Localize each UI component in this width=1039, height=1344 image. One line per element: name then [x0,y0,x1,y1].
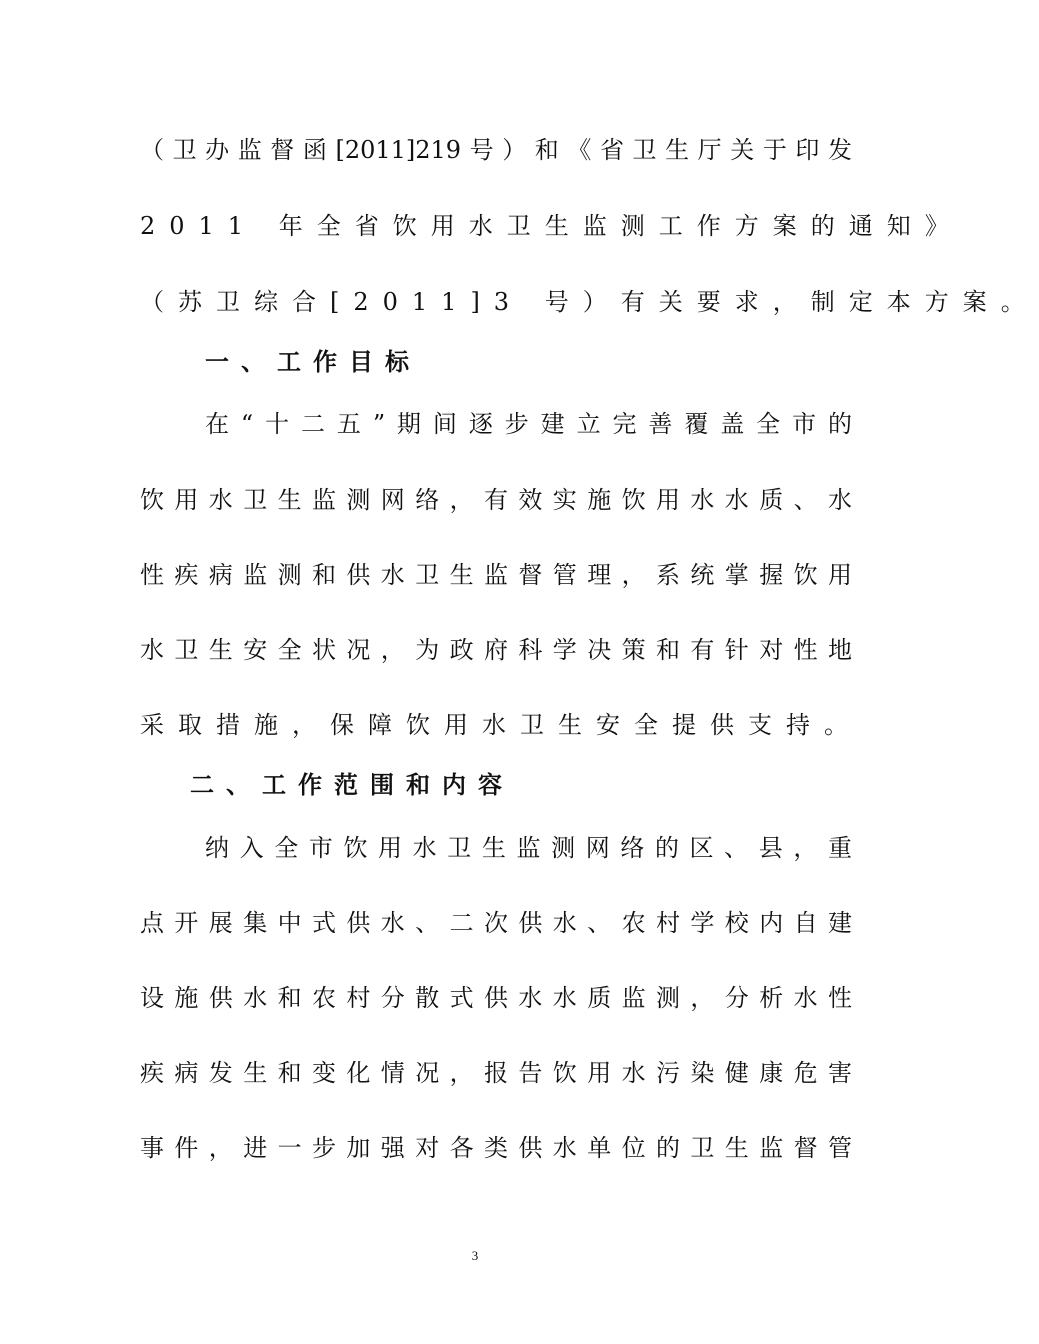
paragraph-line-5: 在“十二五”期间逐步建立完善覆盖全市的 [205,410,852,438]
page-number: 3 [471,1248,479,1263]
section-heading-2: 二、工作范围和内容 [190,771,514,799]
paragraph-line-8: 水卫生安全状况，为政府科学决策和有针对性地 [140,636,852,664]
paragraph-line-7: 性疾病监测和供水卫生监督管理，系统掌握饮用 [140,561,852,589]
paragraph-line-13: 设施供水和农村分散式供水水质监测，分析水性 [140,984,852,1012]
paragraph-line-6: 饮用水卫生监测网络，有效实施饮用水水质、水 [140,486,852,514]
paragraph-line-9: 采取措施，保障饮用水卫生安全提供支持。 [140,711,862,739]
paragraph-line-11: 纳入全市饮用水卫生监测网络的区、县，重 [205,834,852,862]
paragraph-line-2: 2011 年全省饮用水卫生监测工作方案的通知》 [140,212,963,240]
paragraph-line-3: （苏卫综合[2011]3 号）有关要求，制定本方案。 [140,288,1039,316]
paragraph-line-15: 事件，进一步加强对各类供水单位的卫生监督管 [140,1134,852,1162]
paragraph-line-1: （卫办监督函[2011]219号）和《省卫生厅关于印发 [140,136,852,164]
section-heading-1: 一、工作目标 [205,348,421,376]
paragraph-line-14: 疾病发生和变化情况，报告饮用水污染健康危害 [140,1059,852,1087]
paragraph-line-12: 点开展集中式供水、二次供水、农村学校内自建 [140,909,852,937]
